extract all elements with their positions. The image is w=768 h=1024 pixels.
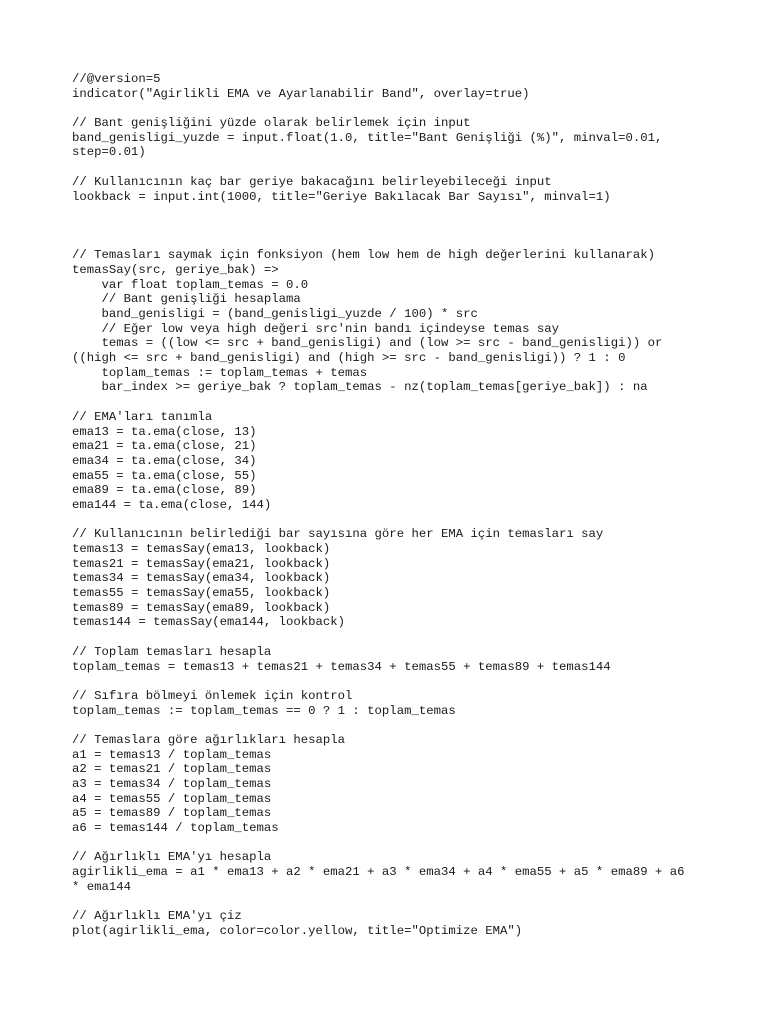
blank-line — [72, 234, 702, 249]
code-line: toplam_temas = temas13 + temas21 + temas34 + temas55 + temas89 + temas144 — [72, 659, 611, 674]
code-line: temas55 = temasSay(ema55, lookback) — [72, 586, 331, 601]
code-line: temasSay(src, geriye_bak) => — [72, 262, 279, 277]
code-line: ema89 = ta.ema(close, 89) — [72, 483, 257, 498]
code-line: toplam_temas := toplam_temas + temas — [72, 365, 368, 380]
code-line: ema13 = ta.ema(close, 13) — [72, 424, 257, 439]
code-line: lookback = input.int(1000, title="Geriye Bakılacak Bar Sayısı", minval=1) — [72, 189, 611, 204]
code-line: var float toplam_temas = 0.0 — [72, 277, 309, 292]
code-line: // Ağırlıklı EMA'yı çiz — [72, 909, 242, 924]
code-line: ema55 = ta.ema(close, 55) — [72, 468, 257, 483]
code-line: ema34 = ta.ema(close, 34) — [72, 453, 257, 468]
code-line: temas13 = temasSay(ema13, lookback) — [72, 542, 331, 556]
code-line: indicator("Agirlikli EMA ve Ayarlanabilir Band", overlay=true) — [72, 86, 530, 101]
code-line: a4 = temas55 / toplam_temas — [72, 791, 272, 806]
code-line: band_genisligi_yuzde = input.float(1.0, title="Bant Genişliği (%)", minval=0.01, — [72, 130, 663, 145]
blank-line — [72, 219, 702, 234]
code-document — [72, 72, 702, 939]
code-line: //@version=5 — [72, 72, 161, 86]
code-line: * ema144 — [72, 879, 132, 894]
code-line: temas144 = temasSay(ema144, lookback) — [72, 615, 346, 630]
code-line: a6 = temas144 / toplam_temas — [72, 821, 279, 836]
code-line: temas34 = temasSay(ema34, lookback) — [72, 571, 331, 586]
code-line: bar_index >= geriye_bak ? toplam_temas - nz(toplam_temas[geriye_bak]) : na — [72, 380, 648, 395]
blank-line — [72, 101, 702, 116]
code-line: band_genisligi = (band_genisligi_yuzde / 100) * src — [72, 307, 478, 321]
code-line: // Toplam temasları hesapla — [72, 644, 272, 659]
code-line: a5 = temas89 / toplam_temas — [72, 806, 272, 821]
blank-line — [72, 513, 702, 528]
code-line: temas = ((low <= src + band_genisligi) and (low >= src - band_genisligi)) or — [72, 336, 663, 351]
code-line: temas21 = temasSay(ema21, lookback) — [72, 556, 331, 571]
blank-line — [72, 718, 702, 733]
code-line: step=0.01) — [72, 145, 146, 160]
blank-line — [72, 630, 702, 645]
code-line: agirlikli_ema = a1 * ema13 + a2 * ema21 + a3 * ema34 + a4 * ema55 + a5 * ema89 + a6 — [72, 865, 685, 880]
code-line: ((high <= src + band_genisligi) and (high >= src - band_genisligi)) ? 1 : 0 — [72, 351, 626, 366]
code-line: a3 = temas34 / toplam_temas — [72, 777, 272, 791]
code-line: // EMA'ları tanımla — [72, 409, 213, 424]
code-line: // Bant genişliği hesaplama — [72, 292, 301, 307]
code-line: temas89 = temasSay(ema89, lookback) — [72, 600, 331, 615]
code-line: toplam_temas := toplam_temas == 0 ? 1 : toplam_temas — [72, 703, 456, 718]
code-line: plot(agirlikli_ema, color=color.yellow, title="Optimize EMA") — [72, 923, 523, 938]
code-line: a1 = temas13 / toplam_temas — [72, 747, 272, 762]
blank-line — [72, 895, 702, 910]
code-line: // Ağırlıklı EMA'yı hesapla — [72, 850, 272, 865]
blank-line — [72, 204, 702, 219]
code-line: // Bant genişliğini yüzde olarak belirlemek için input — [72, 116, 471, 131]
code-line: // Kullanıcının kaç bar geriye bakacağını belirleyebileceği input — [72, 174, 552, 189]
code-line: // Temasları saymak için fonksiyon (hem low hem de high değerlerini kullanarak) — [72, 248, 655, 263]
code-line: // Eğer low veya high değeri src'nin bandı içindeyse temas say — [72, 321, 560, 336]
code-line: a2 = temas21 / toplam_temas — [72, 762, 272, 777]
code-line: ema21 = ta.ema(close, 21) — [72, 439, 257, 454]
blank-line — [72, 395, 702, 410]
code-line: // Temaslara göre ağırlıkları hesapla — [72, 732, 346, 747]
code-line: // Kullanıcının belirlediği bar sayısına göre her EMA için temasları say — [72, 527, 604, 542]
code-line: // Sıfıra bölmeyi önlemek için kontrol — [72, 688, 353, 703]
code-line: ema144 = ta.ema(close, 144) — [72, 497, 272, 512]
blank-line — [72, 674, 702, 689]
blank-line — [72, 160, 702, 175]
blank-line — [72, 836, 702, 851]
